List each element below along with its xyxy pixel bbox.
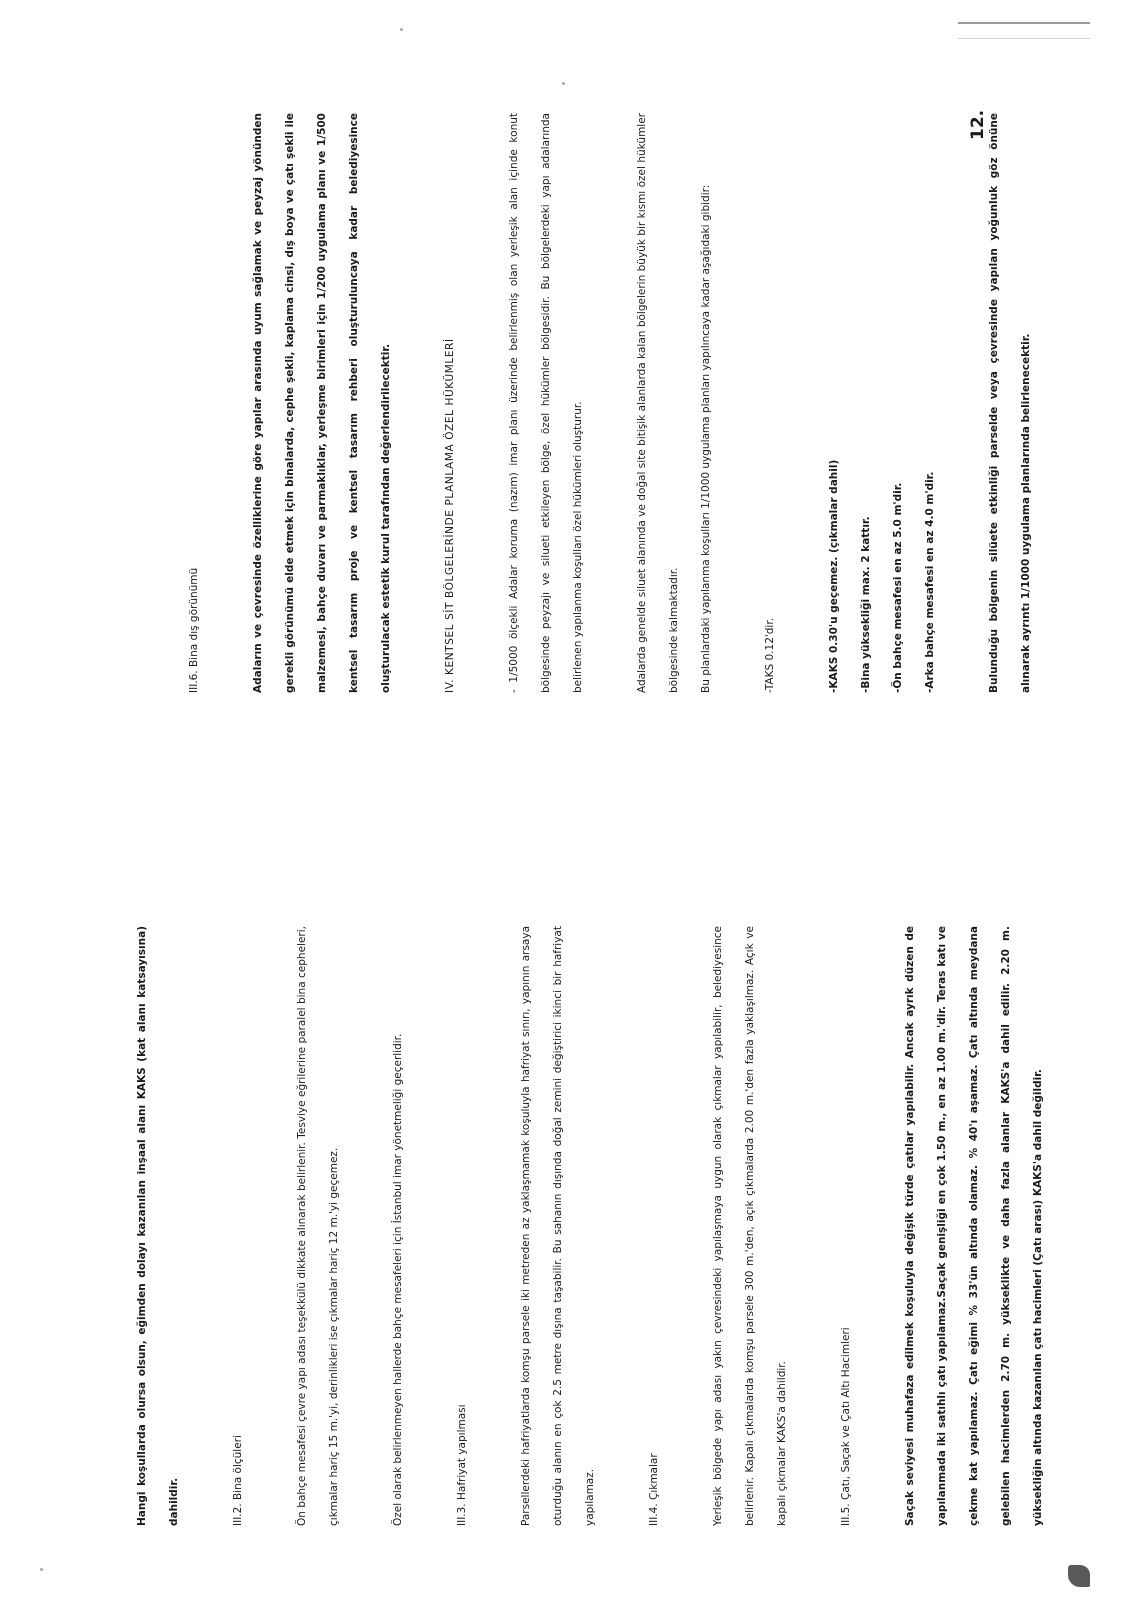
left-text-column	[126, 926, 1054, 1526]
scan-speck	[400, 28, 403, 31]
heading-bina-dis-gorunumu: III.6. Bina dış görünümü	[188, 567, 200, 693]
scan-speck	[562, 82, 565, 85]
rule-kaks: -KAKS 0.30'u geçemez. (çıkmalar dahil)	[828, 459, 840, 693]
paragraph-bina-dis-gorunumu: Adaların ve çevresinde özelliklerine göre yapılar arasında uyum sağlamak ve peyzaj yönünden gerekli görünümü elde etmek için binalarda, cephe şekli, kaplama cinsi, dış boya ve çatı şekli ile malzemesi, bahçe duvarı ve parmaklıklar, yerleşme birimleri için 1/200 uygulama planı ve 1/500 kentsel tasarım proje ve kentsel tasarım rehberi oluşturuluncaya kadar belediyesince oluşturulacak estetik kurul tarafından değerlendirilecektir.	[252, 113, 392, 693]
paragraph-kentsel-sit: - 1/5000 ölçekli Adalar koruma (nazım) imar planı üzerinde belirlenmiş olan yerleşik alan içinde konut bölgesinde peyzajı ve silueti etkileyen bölge, özel hükümler bölgesidir. Bu bölgelerdeki yapı adalarında belirlenen yapılanma koşulları özel hükümleri oluşturur.	[508, 113, 584, 693]
paragraph-adalarda-siluet: Adalarda genelde siluet alanında ve doğal site bitişik alanlarda kalan bölgelerin büyük bir kısmı özel hükümler bölgesinde kalmaktadır.	[636, 113, 680, 693]
rule-bina-yuksekligi: -Bina yüksekliği max. 2 kattır.	[860, 516, 872, 693]
paragraph-ozel-bahce: Özel olarak belirlenmeyen hallerde bahçe mesafeleri için İstanbul imar yönetmeliği geçerlidir.	[392, 1033, 404, 1526]
paragraph-bina-olculeri: Ön bahçe mesafesi çevre yapı adası teşekkülü dikkate alınarak belirlenir. Tesviye eğrilerine paralel bina cepheleri, çıkmalar hariç 15 m.'yi, derinlikleri ise çıkmalar hariç 12 m.'yi geçemez.	[296, 926, 340, 1526]
paragraph-cikmalar: Yerleşik bölgede yapı adası yakın çevresindeki yapılaşmaya uygun olarak çıkmalar yapılabilir, belediyesince belirlenir. Kapalı çıkmalarda komşu parsele 300 m.'den, açık çıkmalarda 2.00 m.'den fazla yaklaşılmaz. Açık ve kapalı çıkmalar KAKS'a dahildir.	[712, 926, 788, 1526]
page-number: 12.	[968, 109, 988, 140]
paragraph-bulundugu-bolge: Bulunduğu bölgenin silüete etkinliği parselde veya çevresinde yapılan yoğunluk göz önüne alınarak ayrıntı 1/1000 uygulama planlarında belirlenecektir.	[988, 113, 1032, 693]
paragraph-hafriyat: Parsellerdeki hafriyatlarda komşu parsele iki metreden az yaklaşmamak koşuluyla hafriyat sınırı, yapının arsaya oturduğu alanın en çok 2.5 metre dışına taşabilir. Bu sahanın dışında doğal zemini değiştirici ikinci bir hafriyat yapılamaz.	[520, 926, 596, 1526]
rule-arka-bahce: -Arka bahçe mesafesi en az 4.0 m'dir.	[924, 471, 936, 693]
paragraph-kaks-intro: Hangi koşullarda olursa olsun, eğimden dolayı kazanılan inşaal alanı KAKS (kat alanı katsayısına) dahildir.	[136, 926, 180, 1526]
heading-kentsel-sit: IV. KENTSEL SİT BÖLGELERİNDE PLANLAMA ÖZEL HÜKÜMLERİ	[444, 338, 456, 693]
rule-taks: -TAKS 0.12'dir.	[764, 617, 776, 693]
heading-hafriyat: III.3. Hafriyat yapılması	[456, 1404, 468, 1526]
scan-artifact-top	[958, 22, 1090, 39]
heading-cikmalar: III.4. Çıkmalar	[648, 1453, 660, 1526]
scan-artifact-bottom	[1068, 1565, 1090, 1587]
right-text-column	[178, 113, 1042, 693]
heading-bina-olculeri: III.2. Bina ölçüleri	[232, 1435, 244, 1526]
scan-speck	[40, 1568, 43, 1571]
heading-cati: III.5. Çatı, Saçak ve Çatı Altı Hacimleri	[840, 1327, 852, 1526]
paragraph-cati: Saçak seviyesi muhafaza edilmek koşuluyla değişik türde çatılar yapılabilir. Ancak ayrık düzen de yapılanmada iki satıhlı çatı yapılamaz.Saçak genişliği en çok 1.50 m., en az 1.00 m.'dir. Teras katı ve çekme kat yapılamaz. Çatı eğimi % 33'ün altında olamaz. % 40'ı aşamaz. Çatı altında meydana gelebilen hacimlerden 2.70 m. yükseklikte ve daha fazla alanlar KAKS'a dahil edilir. 2.20 m. yüksekliğin altında kazanılan çatı hacimleri (Çatı arası) KAKS'a dahil değildir.	[904, 926, 1044, 1526]
paragraph-yapilanma-kosullari: Bu planlardaki yapılanma koşulları 1/1000 uygulama planları yapılıncaya kadar aşağıdaki gibidir:	[700, 184, 712, 693]
rule-on-bahce: -Ön bahçe mesafesi en az 5.0 m'dir.	[892, 482, 904, 693]
